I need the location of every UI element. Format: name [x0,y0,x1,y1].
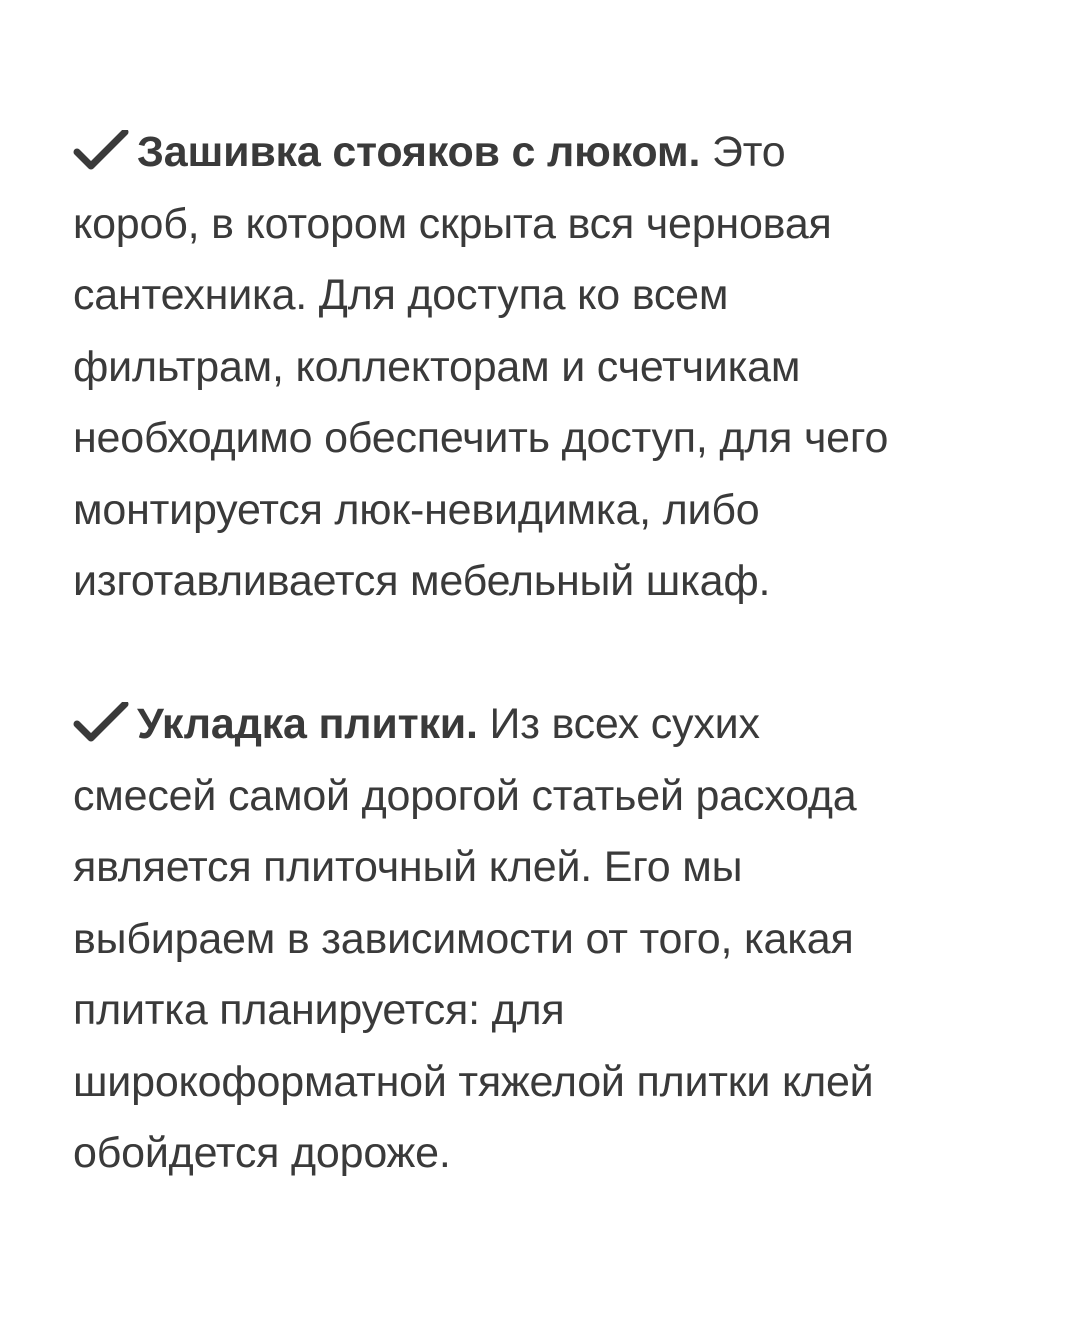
text-line: широкоформатной тяжелой плитки клей [73,1057,874,1106]
section-heading: Укладка плитки. [137,700,478,748]
text-line: сантехника. Для доступа ко всем [73,271,729,319]
checkmark-icon [73,702,129,742]
text-line: короб, в котором скрыта вся черновая [73,199,832,248]
checkmark-icon [73,130,129,170]
text-line: является плиточный клей. Его мы [73,843,743,891]
text-line: изготавливается мебельный шкаф. [73,557,771,605]
section-first-line [73,117,1013,189]
section-lead-text: Это [700,128,786,176]
section-tiling [73,689,1013,1190]
section-risers [73,117,1013,618]
section-first-line [73,689,1013,761]
text-line: обойдется дороже. [73,1129,451,1177]
text-line: смесей самой дорогой статьей расхода [73,771,857,820]
article-body [73,117,1013,1190]
text-line: плитка планируется: для [73,986,565,1034]
section-lead-text: Из всех сухих [477,700,760,748]
text-line: выбираем в зависимости от того, какая [73,914,854,963]
text-line: фильтрам, коллекторам и счетчикам [73,342,801,391]
section-heading: Зашивка стояков с люком. [137,128,701,176]
text-line: необходимо обеспечить доступ, для чего [73,414,889,462]
text-line: монтируется люк-невидимка, либо [73,485,760,534]
